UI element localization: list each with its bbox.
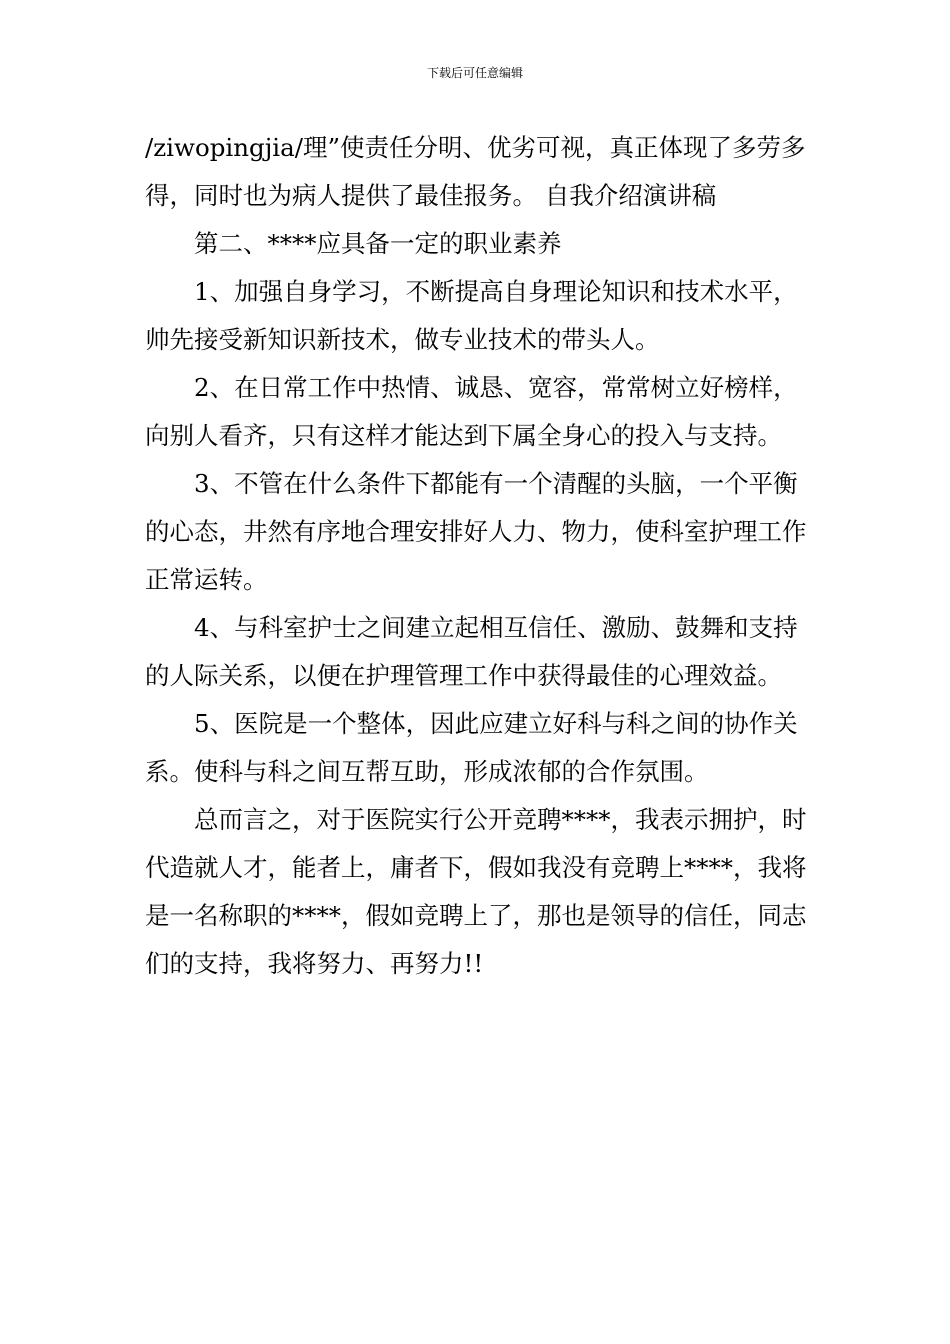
paragraph-item-4: 4、与科室护士之间建立起相互信任、激励、鼓舞和支持的人际关系，以便在护理管理工作中获得最佳的心理效益。 <box>145 613 798 690</box>
paragraph-conclusion: 总而言之，对于医院实行公开竞聘****，我表示拥护，时代造就人才，能者上，庸者下，假如我没有竞聘上****，我将是一名称职的****，假如竞聘上了，那也是领导的信任，同志们的支持，我将努力、再努力!! <box>145 805 807 978</box>
paragraph-continuation: /ziwopingjia/理”使责任分明、优劣可视，真正体现了多劳多得，同时也为病人提供了最佳报务。 自我介绍演讲稿 <box>145 133 806 210</box>
paragraph-item-2: 2、在日常工作中热情、诚恳、宽容，常常树立好榜样，向别人看齐，只有这样才能达到下属全身心的投入与支持。 <box>145 373 798 450</box>
paragraph-item-5: 5、医院是一个整体，因此应建立好科与科之间的协作关系。使科与科之间互帮互助，形成浓郁的合作氛围。 <box>145 709 798 786</box>
paragraph-item-3: 3、不管在什么条件下都能有一个清醒的头脑，一个平衡的心态，井然有序地合理安排好人力、物力，使科室护理工作正常运转。 <box>145 469 807 594</box>
paragraph-section-heading: 第二、****应具备一定的职业素养 <box>194 229 562 258</box>
page-header: 下载后可任意编辑 <box>426 66 523 80</box>
document-body <box>145 124 813 988</box>
paragraph-item-1: 1、加强自身学习，不断提高自身理论知识和技术水平，帅先接受新知识新技术，做专业技术的带头人。 <box>145 277 798 354</box>
